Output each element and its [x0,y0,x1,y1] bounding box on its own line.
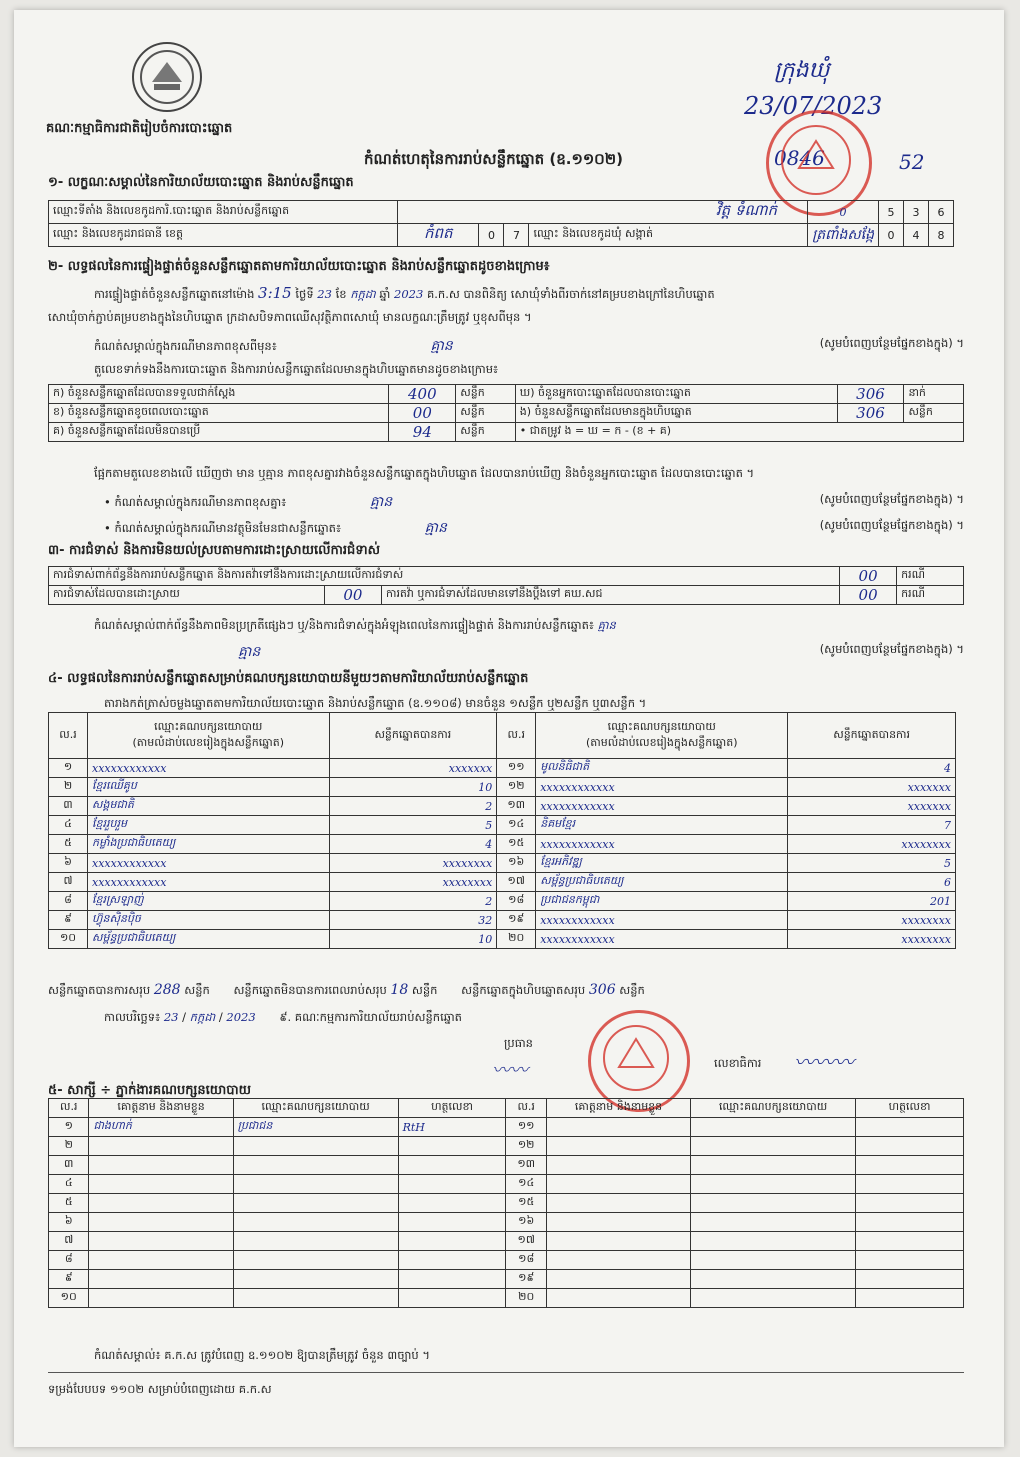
unit: សន្លឹក [456,404,516,423]
text: ថ្ងៃទី [295,287,314,301]
row-label: ការជំទាស់ដែលបានដោះស្រាយ [49,586,325,605]
text: សន្លឹកឆ្នោតបានការសរុប [48,983,151,997]
figures-intro: តួលេខទាក់ទងនឹងការបោះឆ្នោត និងការរាប់សន្លឹកឆ្នោតដែលមានក្នុងហិបឆ្នោតមានដូចខាងក្រោម៖ [94,362,499,376]
witness-signature [856,1213,964,1232]
text: (សូមបំពេញបន្ថែមផ្នែកខាងក្នុង) ។ [819,518,964,532]
text: (សូមបំពេញបន្ថែមផ្នែកខាងក្នុង) ។ [819,336,964,350]
witness-signature [856,1270,964,1289]
text: សន្លឹកឆ្នោតក្នុងហិបឆ្នោតសរុប [461,983,586,997]
row-number: ១៧ [506,1232,546,1251]
figure-value: 400 [389,385,456,404]
table-row [49,854,956,873]
witness-name [89,1156,233,1175]
table-row [49,1137,964,1156]
objection-value: 00 [840,586,897,605]
text: • កំណត់សម្គាល់ក្នុងករណីមានវត្ថុមិនមែនជាសន្លឹកឆ្នោត៖ [104,521,342,535]
code-digit: 8 [929,224,954,247]
text: គ.ក.ស បានពិនិត្យ សោឃុំទាំងពីរចាក់នៅគម្របខាងក្រៅនៃហិបឆ្នោត [426,287,715,301]
row-label: ក) ចំនួនសន្លឹកឆ្នោតដែលបានទទួលជាក់ស្តែង [49,385,389,404]
col-votes: សន្លឹកឆ្នោតបានការ [788,713,956,759]
total-invalid: 18 [390,982,409,998]
note-line-2 [104,492,964,513]
party-name: កម្លាំងប្រជាធិបតេយ្យ [88,835,330,854]
row-label: ការជំទាស់ពាក់ព័ន្ធនឹងការរាប់សន្លឹកឆ្នោត និងការតវ៉ាទៅនឹងការដោះស្រាយលើការជំទាស់ [49,567,840,586]
red-stamp-bottom [588,1010,690,1112]
table-row [49,1118,964,1137]
party-votes: xxxxxxxx [329,873,497,892]
row-number: ៩ [49,1270,89,1289]
row-number: ១១ [506,1118,546,1137]
footer-form: ទម្រង់បែបបទ ១១០២ សម្រាប់បំពេញដោយ គ.ក.ស [48,1382,272,1396]
nec-emblem-icon [132,42,202,112]
verify-line-1 [94,284,715,304]
commune-value: ត្រពាំងសង្កែ [808,224,879,247]
unit: សន្លឹក [619,983,645,997]
party-votes: 10 [329,930,497,949]
hand-number: 52 [899,150,925,174]
witness-party [691,1232,856,1251]
row-number: ១៤ [497,816,536,835]
row-number: ២ [49,778,88,797]
unit: សន្លឹក [184,983,210,997]
text: (សូមបំពេញបន្ថែមផ្នែកខាងក្នុង) ។ [819,492,964,506]
text: ឆ្នាំ [379,287,391,301]
witness-party: ប្រជាជន [233,1118,398,1137]
sign-year: 2023 [226,1010,256,1024]
witness-signature [398,1194,506,1213]
table-row [49,911,956,930]
witness-signature [856,1289,964,1308]
text: ឈ្មោះគណបក្សនយោបាយ [154,719,263,733]
code-digit: 0 [879,224,904,247]
unit: ករណី [897,586,964,605]
section-5-title: ៥- សាក្សី ÷ ភ្នាក់ងារគណបក្សនយោបាយ [48,1083,251,1098]
witness-party [691,1289,856,1308]
code-digit: 7 [504,224,529,247]
witness-signature [398,1156,506,1175]
witness-name [546,1118,690,1137]
col-name: គោត្តនាម និងនាមខ្លួន [546,1099,690,1118]
party-votes: 2 [329,892,497,911]
table-row [49,797,956,816]
note-line-3 [104,518,964,539]
code-digit: 0 [479,224,504,247]
row-number: ១ [49,759,88,778]
objection-value: 00 [324,586,381,605]
party-votes: 5 [788,854,956,873]
figure-value: 94 [389,423,456,442]
col-no: ល.រ [506,1099,546,1118]
witness-party [691,1194,856,1213]
col-no: ល.រ [497,713,536,759]
table-row [49,835,956,854]
sign-month: កក្កដា [189,1010,216,1024]
code-digit: 4 [904,224,929,247]
code-digit: 6 [929,201,954,224]
witness-signature [398,1289,506,1308]
row-number: ២០ [506,1289,546,1308]
secretary-signature: 〰︎〰︎〰︎ [794,1050,854,1074]
col-votes: សន្លឹកឆ្នោតបានការ [329,713,497,759]
row-number: ១៦ [506,1213,546,1232]
total-box: 306 [588,982,616,998]
objection-value: 00 [840,567,897,586]
section-3-title: ៣- ការជំទាស់ និងការមិនយល់ស្របតាមការដោះស្រាយលើការជំទាស់ [48,543,380,558]
witness-name [89,1194,233,1213]
unit: ករណី [897,567,964,586]
text: (តាមលំដាប់លេខរៀងក្នុងសន្លឹកឆ្នោត) [585,735,738,749]
chair-signature: 〰︎〰︎ [492,1060,528,1081]
party-name: xxxxxxxxxxxx [536,797,788,816]
code-digit: 5 [879,201,904,224]
table-row [49,873,956,892]
party-name: សង្គមជាតិ [88,797,330,816]
witness-name [546,1156,690,1175]
note-line-1 [94,336,964,357]
party-name: ប្រជាជនកម្ពុជា [536,892,788,911]
text: ខែ [335,287,347,301]
witness-name [89,1270,233,1289]
figure-value: 306 [837,404,904,423]
row-number: ៧ [49,1232,89,1251]
witness-name [89,1251,233,1270]
table-row [49,1213,964,1232]
witness-name [546,1251,690,1270]
row-number: ៦ [49,854,88,873]
row-number: ១២ [506,1137,546,1156]
witness-party [233,1137,398,1156]
footer-note: កំណត់សម្គាល់៖ គ.ក.ស ត្រូវបំពេញ ឧ.១១០២ ឱ្យបានត្រឹមត្រូវ ចំនួន ៣ច្បាប់ ។ [94,1348,430,1362]
table-row [49,892,956,911]
party-name: និគមខ្មែរ [536,816,788,835]
row-number: ៥ [49,835,88,854]
objection-note-2 [48,642,964,663]
chair-label: ប្រធាន [504,1036,533,1050]
witness-party [691,1156,856,1175]
witness-signature [856,1232,964,1251]
unit: សន្លឹក [456,385,516,404]
row-label: ង) ចំនួនសន្លឹកឆ្នោតដែលមានក្នុងហិបឆ្នោត [515,404,837,423]
row-number: ១៩ [497,911,536,930]
text: ៩. គណៈកម្មការការិយាល័យរាប់សន្លឹកឆ្នោត [279,1010,462,1024]
witness-party [233,1251,398,1270]
table-row [49,1175,964,1194]
party-name: xxxxxxxxxxxx [88,759,330,778]
party-name: ហ៊្វុនស៊ិនប៉ិច [88,911,330,930]
table-row [49,1270,964,1289]
row-number: ១ [49,1118,89,1137]
location-value: វិត្ត ទំណាក់ [398,201,808,224]
note-value: គ្មាន [424,520,447,536]
province-value: កំពត [398,224,479,247]
table-row [49,1156,964,1175]
party-votes: xxxxxxxx [788,930,956,949]
page-title: កំណត់ហេតុនៃការរាប់សន្លឹកឆ្នោត (ឧ.១១០២) [364,150,624,168]
text: (សូមបំពេញបន្ថែមផ្នែកខាងក្នុង) ។ [819,642,964,656]
witness-party [691,1213,856,1232]
formula: • ជាតម្រូវ ង = ឃ = ក - (ខ + គ) [515,423,963,442]
col-no: ល.រ [49,713,88,759]
witness-party [691,1118,856,1137]
row-number: ៤ [49,816,88,835]
row-number: ១៧ [497,873,536,892]
objection-table [48,566,964,605]
col-party [88,713,330,759]
row-label: ខ) ចំនួនសន្លឹកឆ្នោតខូចពេលបោះឆ្នោត [49,404,389,423]
table-row [49,1232,964,1251]
witness-name [546,1270,690,1289]
row-number: ១៥ [506,1194,546,1213]
witness-party [691,1251,856,1270]
party-name: xxxxxxxxxxxx [536,778,788,797]
verify-day: 23 [317,287,332,301]
row-number: ១០ [49,930,88,949]
witness-signature: RtH [398,1118,506,1137]
party-name: xxxxxxxxxxxx [536,930,788,949]
party-votes: xxxxxxx [788,778,956,797]
witness-party [691,1270,856,1289]
section-4-title: ៤- លទ្ធផលនៃការរាប់សន្លឹកឆ្នោតសម្រាប់គណបក្សនយោបាយនីមួយៗតាមការិយាល័យរាប់សន្លឹកឆ្នោត [48,671,529,686]
figures-table [48,384,964,442]
text: (តាមលំដាប់លេខរៀងក្នុងសន្លឹកឆ្នោត) [132,735,285,749]
witness-name: ជាងហាក់ [89,1118,233,1137]
text: សន្លឹកឆ្នោតមិនបានការពេលរាប់សរុប [233,983,387,997]
witness-signature [856,1137,964,1156]
col-party: ឈ្មោះគណបក្សនយោបាយ [233,1099,398,1118]
witness-signature [856,1175,964,1194]
col-party [536,713,788,759]
note-value: គ្មាន [597,618,616,632]
witness-party [233,1289,398,1308]
party-name: សម្ព័ន្ធប្រជាធិបតេយ្យ [88,930,330,949]
witness-party [233,1194,398,1213]
party-name: xxxxxxxxxxxx [536,835,788,854]
table-row [49,816,956,835]
text: ឈ្មោះគណបក្សនយោបាយ [607,719,716,733]
row-number: ៤ [49,1175,89,1194]
secretary-label: លេខាធិការ [714,1056,762,1070]
row-number: ៣ [49,797,88,816]
difference-line: ផ្អែកតាមតួលេខខាងលើ ឃើញថា មាន ឬគ្មាន ភាពខុសគ្នារវាងចំនួនសន្លឹកឆ្នោតក្នុងហិបឆ្នោត ដែលបានរាប់ឃើញ និងចំនួនអ្នកបោះឆ្នោត ដែលបានបោះឆ្នោត ។ [94,466,755,480]
row-number: ១០ [49,1289,89,1308]
witness-signature [856,1118,964,1137]
witness-name [546,1137,690,1156]
row-number: ១៥ [497,835,536,854]
row-label: គ) ចំនួនសន្លឹកឆ្នោតដែលមិនបានប្រើ [49,423,389,442]
party-name: xxxxxxxxxxxx [88,873,330,892]
table-row [49,759,956,778]
unit: សន្លឹក [904,404,964,423]
party-votes: xxxxxxxx [788,835,956,854]
note-value: គ្មាន [369,494,393,510]
figure-value: 306 [837,385,904,404]
party-name: ខ្មែរស្រឡាញ់ [88,892,330,911]
objection-note [94,618,616,635]
row-number: ៨ [49,892,88,911]
location-label: ឈ្មោះទីតាំង និងលេខកូដការិ.បោះឆ្នោត និងរាប់សន្លឹកឆ្នោត [49,201,398,224]
witness-name [89,1213,233,1232]
witness-signature [398,1270,506,1289]
party-votes: 7 [788,816,956,835]
party-name: ខ្មែរអភិវឌ្ឍ [536,854,788,873]
party-votes: 4 [329,835,497,854]
witness-signature [398,1232,506,1251]
col-signature: ហត្ថលេខា [856,1099,964,1118]
witness-party [691,1175,856,1194]
text: កាលបរិច្ឆេទ៖ [104,1010,161,1024]
verify-time: 3:15 [258,284,292,302]
witness-table [48,1098,964,1308]
row-label: ការតវ៉ា ឬការជំទាស់ដែលមានទៅនឹងប្តឹងទៅ គឃ.សជ [381,586,839,605]
col-party: ឈ្មោះគណបក្សនយោបាយ [691,1099,856,1118]
text: • កំណត់សម្គាល់ក្នុងករណីមានភាពខុសគ្នា៖ [104,495,287,509]
witness-party [233,1156,398,1175]
col-name: គោត្តនាម និងនាមខ្លួន [89,1099,233,1118]
witness-name [546,1232,690,1251]
witness-party [691,1137,856,1156]
party-votes: xxxxxxx [788,797,956,816]
party-votes: xxxxxxxx [329,854,497,873]
row-number: ១៨ [506,1251,546,1270]
witness-signature [856,1194,964,1213]
code-digit: 3 [904,201,929,224]
witness-signature [398,1137,506,1156]
figure-value: 00 [389,404,456,423]
witness-name [89,1232,233,1251]
witness-party [233,1175,398,1194]
sign-date-row: កាលបរិច្ឆេទ៖ 23 / កក្កដា / 2023 ៩. គណៈកម្មការការិយាល័យរាប់សន្លឹកឆ្នោត [104,1010,462,1024]
form-sheet [14,10,1004,1447]
province-label: ឈ្មោះ និងលេខកូដរាជធានី ខេត្ត [49,224,398,247]
row-number: ២ [49,1137,89,1156]
witness-signature [856,1251,964,1270]
row-number: ១៨ [497,892,536,911]
witness-name [89,1289,233,1308]
table-row [49,930,956,949]
party-votes: 2 [329,797,497,816]
party-name: xxxxxxxxxxxx [536,911,788,930]
witness-name [89,1137,233,1156]
table-row [49,1289,964,1308]
row-number: ១៣ [497,797,536,816]
hand-date: 23/07/2023 [744,92,883,120]
party-votes: xxxxxxx [329,759,497,778]
verify-month: កក្កដា [350,287,376,301]
row-number: ៩ [49,911,88,930]
org-name: គណៈកម្មាធិការជាតិរៀបចំការបោះឆ្នោត [46,121,233,136]
text: កំណត់សម្គាល់ពាក់ព័ន្ធនឹងភាពមិនប្រក្រតីផ្សេងៗ ឬ/និងការជំទាស់ក្នុងអំឡុងពេលនៃការផ្ទៀងផ្ទាត់ និងការរាប់សន្លឹកឆ្នោត៖ [94,618,594,632]
table-row [49,1194,964,1213]
party-votes: 10 [329,778,497,797]
hand-code: 0846 [774,146,825,170]
row-number: ១៤ [506,1175,546,1194]
table-row [49,1251,964,1270]
section-2-title: ២- លទ្ធផលនៃការផ្ទៀងផ្ទាត់ចំនួនសន្លឹកឆ្នោតតាមការិយាល័យបោះឆ្នោត និងរាប់សន្លឹកឆ្នោតដូចខាងក្រោម៖ [48,259,550,274]
row-number: ១៣ [506,1156,546,1175]
witness-party [233,1270,398,1289]
row-number: ១៩ [506,1270,546,1289]
witness-name [546,1289,690,1308]
section-4-sub: តារាងកត់ត្រាស់ចម្លងឆ្នោតតាមការិយាល័យបោះឆ្នោត និងរាប់សន្លឹកឆ្នោត (ឧ.១១០៨) មានចំនួន ១សន្លឹក ឬ២សន្លឹក ឬ៣សន្លឹក ។ [104,696,647,710]
row-number: ២០ [497,930,536,949]
totals-row [48,982,964,1000]
total-valid: 288 [153,982,181,998]
witness-name [89,1175,233,1194]
row-number: ៥ [49,1194,89,1213]
row-number: ១១ [497,759,536,778]
footer-divider [48,1372,964,1373]
row-number: ១៦ [497,854,536,873]
row-number: ៧ [49,873,88,892]
row-label: ឃ) ចំនួនអ្នកបោះឆ្នោតដែលបានបោះឆ្នោត [515,385,837,404]
party-votes: 4 [788,759,956,778]
col-no: ល.រ [49,1099,89,1118]
hand-commune: ក្រុងឃុំ [774,58,830,83]
party-votes: xxxxxxxx [788,911,956,930]
unit: សន្លឹក [456,423,516,442]
witness-name [546,1213,690,1232]
witness-signature [398,1175,506,1194]
party-votes: 32 [329,911,497,930]
row-number: ៨ [49,1251,89,1270]
col-signature: ហត្ថលេខា [398,1099,506,1118]
row-number: ៦ [49,1213,89,1232]
unit: សន្លឹក [411,983,438,997]
commune-label: ឈ្មោះ និងលេខកូដឃុំ សង្កាត់ [529,224,808,247]
row-number: ១២ [497,778,536,797]
witness-signature [398,1251,506,1270]
witness-party [233,1232,398,1251]
text: ការផ្ទៀងផ្ទាត់ចំនួនសន្លឹកឆ្នោតនៅម៉ោង [94,287,255,301]
section-1-table [48,200,954,247]
text: កំណត់សម្គាល់ក្នុងករណីមានភាពខុសពីមុន៖ [94,339,277,353]
witness-name [546,1194,690,1213]
verify-line-2: សោឃុំចាក់ភ្ជាប់គម្របខាងក្នុងនៃហិបឆ្នោត ក្រដាសបិទភាពឈើសុវត្ថិភាពសោឃុំ មានលក្ខណៈត្រឹមត្រូវ ឬខុសពីមុន ។ [48,310,532,324]
witness-signature [856,1156,964,1175]
party-name: ខ្មែររួបរួម [88,816,330,835]
verify-year: 2023 [394,287,424,301]
party-name: សម្ព័ន្ធប្រជាធិបតេយ្យ [536,873,788,892]
party-votes: 5 [329,816,497,835]
party-name: មូលនិធិជាតិ [536,759,788,778]
witness-party [233,1213,398,1232]
code-digit: 0 [808,201,879,224]
table-row [49,778,956,797]
party-votes: 6 [788,873,956,892]
witness-name [546,1175,690,1194]
witness-signature [398,1213,506,1232]
sign-day: 23 [163,1010,179,1024]
party-votes: 201 [788,892,956,911]
party-name: xxxxxxxxxxxx [88,854,330,873]
unit: នាក់ [904,385,964,404]
note-value: គ្មាន [430,338,453,354]
party-name: ខ្មែរឈើគូប [88,778,330,797]
section-1-title: ១- លក្ខណៈសម្គាល់នៃការិយាល័យបោះឆ្នោត និងរាប់សន្លឹកឆ្នោត [48,175,354,190]
results-table [48,712,956,949]
row-number: ៣ [49,1156,89,1175]
note-value: គ្មាន [238,644,261,660]
